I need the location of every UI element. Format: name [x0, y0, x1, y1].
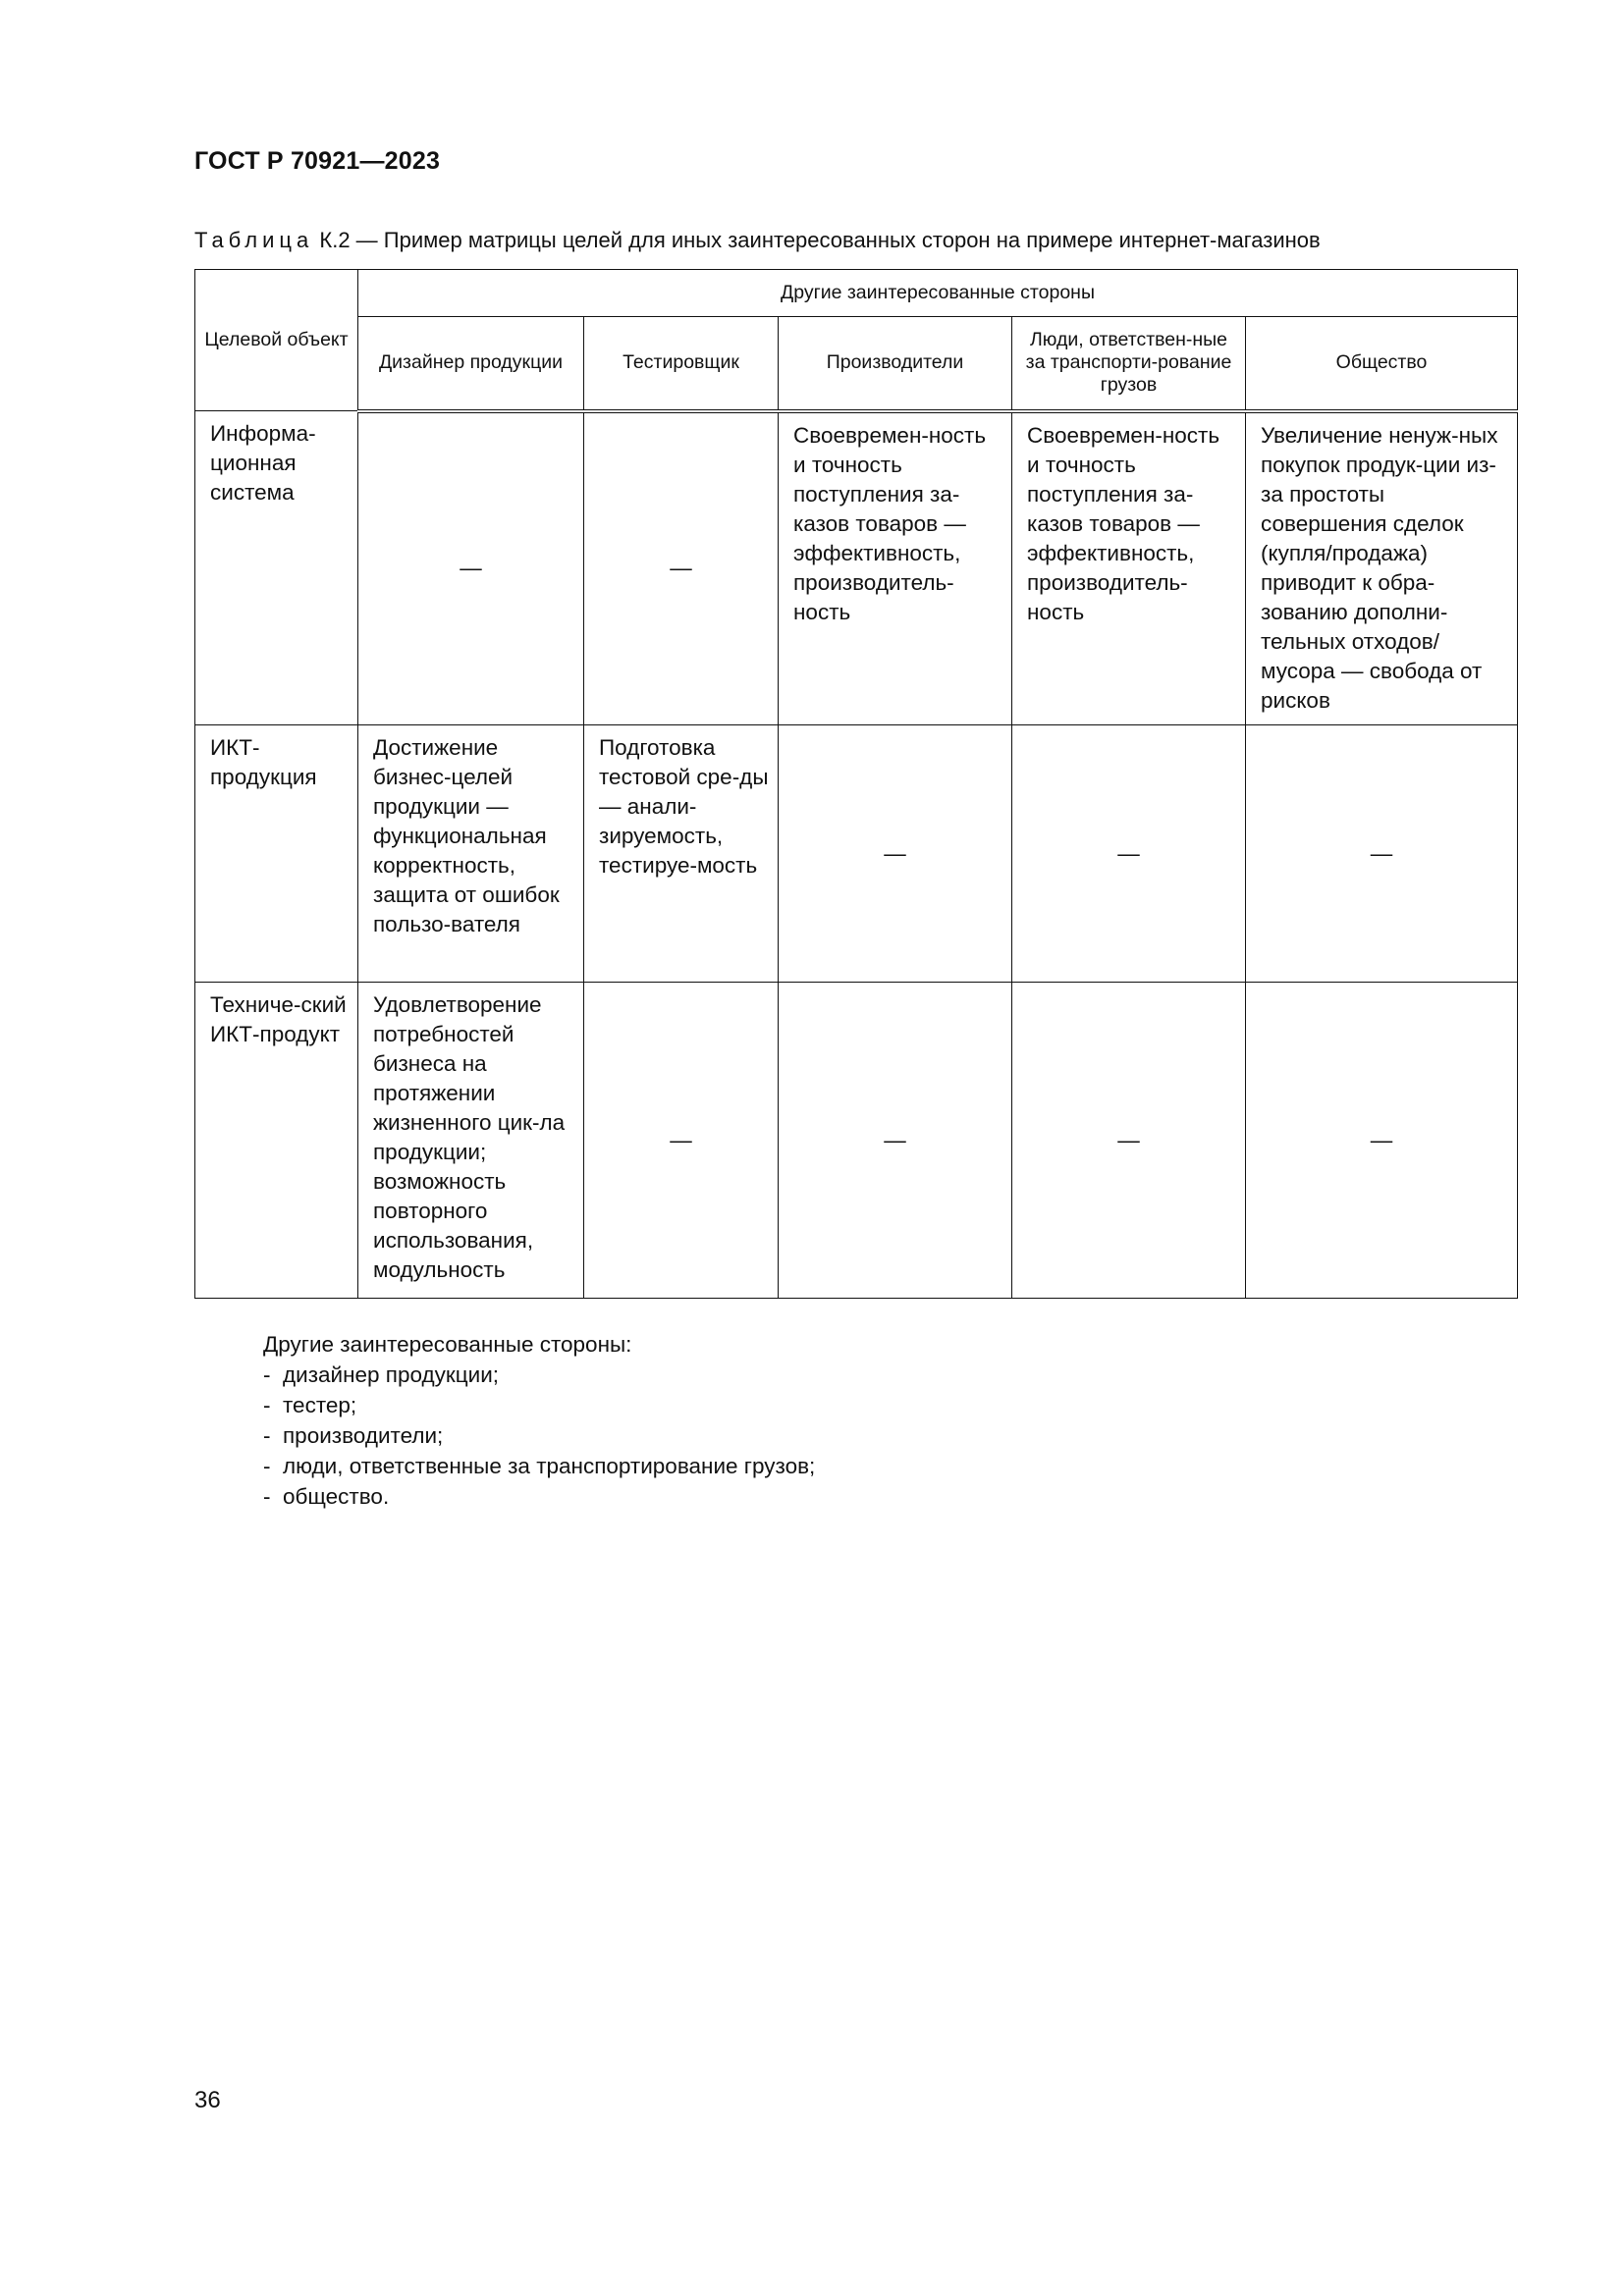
caption-text: К.2 — Пример матрицы целей для иных заинтересованных сторон на примере интернет-магазинов — [319, 228, 1321, 252]
list-item: - общество. — [263, 1481, 815, 1512]
list-item: - производители; — [263, 1420, 815, 1451]
table-row — [195, 411, 1518, 725]
list-item: - дизайнер продукции; — [263, 1360, 815, 1390]
table-row — [195, 725, 1518, 983]
target-object-header: Целевой объект — [195, 270, 358, 411]
table-cell: — — [779, 725, 1012, 983]
table-cell: Своевремен-ность и точность поступления за-казов товаров — эффективность, производитель-ность — [1012, 411, 1246, 725]
caption-label: Таблица — [194, 228, 314, 252]
column-header: Люди, ответствен-ные за транспорти-рование грузов — [1012, 317, 1246, 411]
table-row — [195, 983, 1518, 1299]
column-header: Производители — [779, 317, 1012, 411]
row-target: Информа-ционная система — [195, 411, 358, 725]
table-cell: — — [584, 411, 779, 725]
list-item: - люди, ответственные за транспортирование грузов; — [263, 1451, 815, 1481]
row-target: Техниче-ский ИКТ-продукт — [195, 983, 358, 1299]
page-header: ГОСТ Р 70921—2023 — [194, 147, 441, 175]
column-header: Тестировщик — [584, 317, 779, 411]
table-cell: Увеличение ненуж-ных покупок продук-ции из-за простоты совершения сделок (купля/продажа) приводит к обра-зованию дополни-тельных отходов/ мусора — свобода от рисков — [1246, 411, 1518, 725]
stakeholders-notes — [263, 1329, 815, 1512]
page-number: 36 — [194, 2087, 221, 2113]
table-cell: — — [1012, 983, 1246, 1299]
table-cell: — — [584, 983, 779, 1299]
goals-matrix-table — [194, 269, 1518, 1299]
notes-title: Другие заинтересованные стороны: — [263, 1332, 632, 1357]
table-cell: — — [1246, 983, 1518, 1299]
table-cell: Своевремен-ность и точность поступления за-казов товаров — эффективность, производитель-ность — [779, 411, 1012, 725]
column-header: Общество — [1246, 317, 1518, 411]
notes-list — [263, 1360, 815, 1512]
table-cell: — — [358, 411, 584, 725]
stakeholders-group-header: Другие заинтересованные стороны — [358, 270, 1518, 317]
table-cell: Достижение бизнес-целей продукции — функциональная корректность, защита от ошибок пользо-вателя — [358, 725, 584, 983]
row-target: ИКТ-продукция — [195, 725, 358, 983]
table-cell: — — [1246, 725, 1518, 983]
table-cell: Подготовка тестовой сре-ды — анали-зируемость, тестируе-мость — [584, 725, 779, 983]
table-cell: Удовлетворение потребностей бизнеса на протяжении жизненного цик-ла продукции; возможность повторного использования, модульность — [358, 983, 584, 1299]
list-item: - тестер; — [263, 1390, 815, 1420]
table-cell: — — [779, 983, 1012, 1299]
table-caption — [194, 228, 1321, 253]
column-header: Дизайнер продукции — [358, 317, 584, 411]
table-cell: — — [1012, 725, 1246, 983]
